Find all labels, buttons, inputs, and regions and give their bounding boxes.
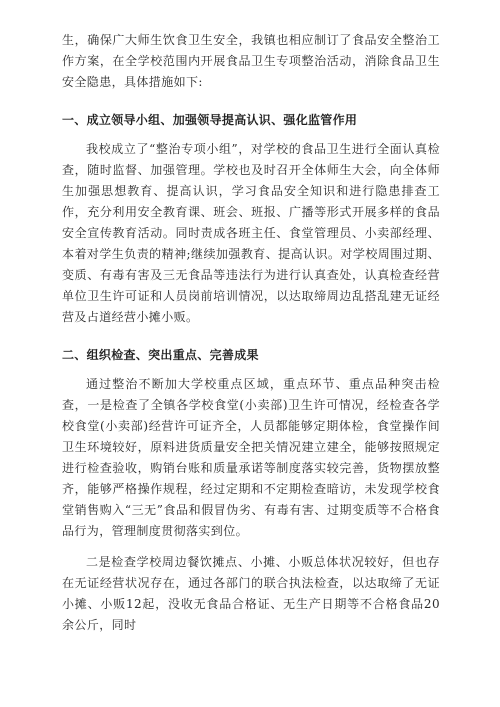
section-heading-2: 二、组织检查、突出重点、完善成果 <box>62 348 259 362</box>
section-1-paragraph-1: 我校成立了“整治专项小组”，对学校的食品卫生进行全面认真检查，随时监督、加强管理。学校也及时召开全体师生大会，向全体师生加强思想教育、提高认识，学习食品安全知识和进行隐患排查工作，充分利用安全教育课、班会、班报、广播等形式开展多样的食品安全宣传教育活动。同时责成各班主任、食堂管理员、小卖部经理、本着对学生负责的精神;继续加强教育、提高认识。对学校周围过期、变质、有毒有害及三无食品等违法行为进行认真查处，认真检查经营单位卫生许可证和人员岗前培训情况，以达取缔周边乱搭乱建无证经营及占道经营小摊小贩。 <box>62 142 440 324</box>
intro-paragraph: 生，确保广大师生饮食卫生安全，我镇也相应制订了食品安全整治工作方案，在全学校范围内开展食品卫生专项整治活动，消除食品卫生安全隐患，具体措施如下: <box>62 33 440 89</box>
document-body <box>62 30 440 636</box>
section-2-paragraph-2: 二是检查学校周边餐饮摊点、小摊、小贩总体状况较好，但也存在无证经营状况存在，通过各部门的联合执法检查，以达取缔了无证小摊、小贩12起，没收无食品合格证、无生产日期等不合格食品20余公斤，同时 <box>62 555 440 632</box>
section-2-paragraph-1: 通过整治不断加大学校重点区域，重点环节、重点品种突击检查，一是检查了全镇各学校食堂(小卖部)卫生许可情况，经检查各学校食堂(小卖部)经营许可证齐全，人员都能够定期体检，食堂操作间卫生环境较好，原料进货质量安全把关情况建立建全，能够按照规定进行检查验收，购销台账和质量承诺等制度落实较完善，货物摆放整齐，能够严格操作规程，经过定期和不定期检查暗访，未发现学校食堂销售购入“三无”食品和假冒伪劣、有毒有害、过期变质等不合格食品行为，管理制度贯彻落实到位。 <box>62 377 440 538</box>
section-heading-1: 一、成立领导小组、加强领导提高认识、强化监管作用 <box>62 113 358 127</box>
